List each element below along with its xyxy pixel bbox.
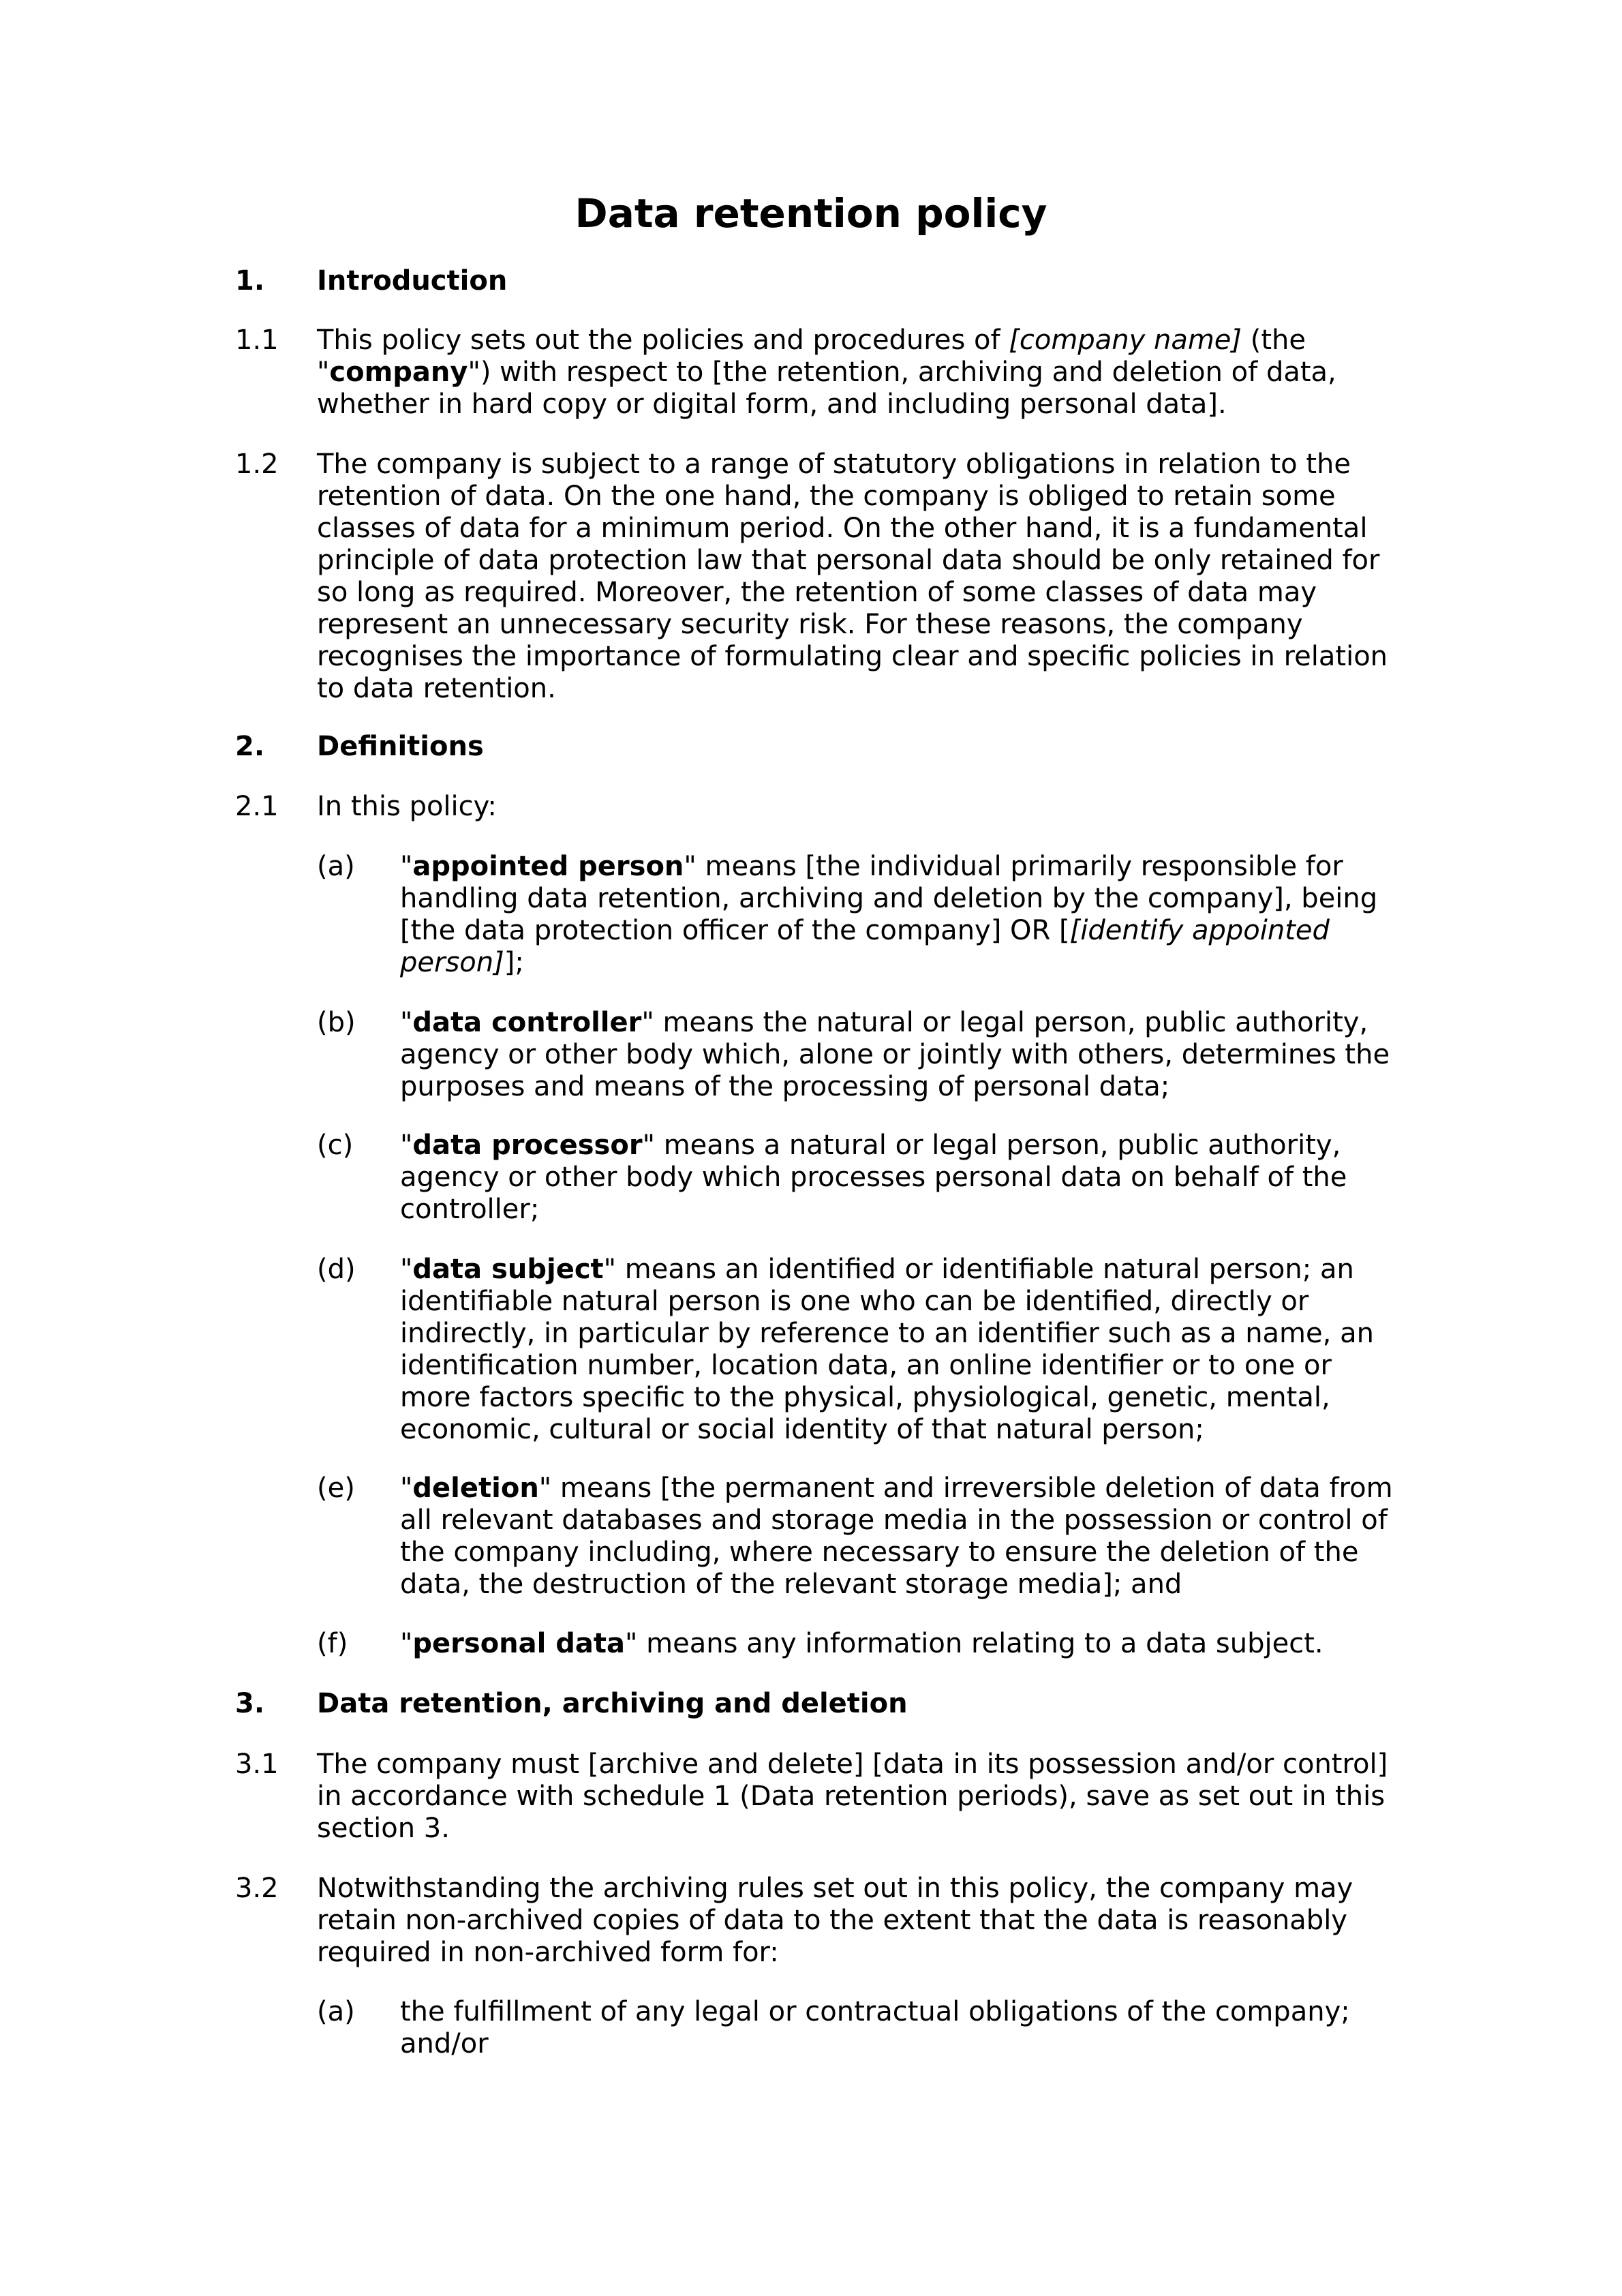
definition-label: (f) (317, 1628, 348, 1659)
section-number: 3. (235, 1688, 265, 1719)
definition-item: "data controller" means the natural or legal person, public authority, agency or other body which, alone or jointly with others, determines the purposes and means of the processing of personal data; (400, 1007, 1390, 1102)
section-number: 1. (235, 265, 265, 297)
document-title: Data retention policy (575, 190, 1047, 237)
definition-label: (c) (317, 1130, 354, 1161)
subclause-label: (a) (317, 1996, 355, 2027)
clause-number: 1.1 (235, 324, 279, 356)
definition-item: "appointed person" means [the individual primarily responsible for handling data retention, archiving and deletion by the company], being [the data protection officer of the company] OR [[identify appointed person]]; (400, 851, 1378, 978)
definition-label: (a) (317, 851, 355, 882)
clause-number: 1.2 (235, 449, 279, 480)
clause-text: In this policy: (317, 791, 497, 822)
clause-number: 3.1 (235, 1749, 279, 1780)
definition-label: (b) (317, 1007, 356, 1038)
section-heading: Introduction (317, 265, 508, 297)
clause-number: 2.1 (235, 791, 279, 822)
subclause-text: the fulfillment of any legal or contractual obligations of the company; and/or (400, 1996, 1350, 2059)
definition-item: "data processor" means a natural or legal person, public authority, agency or other body which processes personal data on behalf of the controller; (400, 1130, 1347, 1225)
clause-text: The company must [archive and delete] [data in its possession and/or control] in accordance with schedule 1 (Data retention periods), save as set out in this section 3. (317, 1749, 1388, 1844)
definition-label: (d) (317, 1254, 356, 1285)
section-heading: Data retention, archiving and deletion (317, 1688, 908, 1719)
definition-item: "deletion" means [the permanent and irreversible deletion of data from all relevant databases and storage media in the possession or control of the company including, where necessary to ensure the deletion of the data, the destruction of the relevant storage media]; and (400, 1472, 1393, 1600)
definition-label: (e) (317, 1472, 355, 1504)
definition-item: "data subject" means an identified or identifiable natural person; an identifiable natural person is one who can be identified, directly or indirectly, in particular by reference to an identifier such as a name, an identification number, location data, an online identifier or to one or more factors specific to the physical, physiological, genetic, mental, economic, cultural or social identity of that natural person; (400, 1254, 1374, 1445)
section-number: 2. (235, 731, 265, 762)
section-heading: Definitions (317, 731, 484, 762)
definition-item: "personal data" means any information relating to a data subject. (400, 1628, 1323, 1659)
clause-number: 3.2 (235, 1873, 279, 1904)
clause-text: The company is subject to a range of statutory obligations in relation to the retention of data. On the one hand, the company is obliged to retain some classes of data for a minimum period. On the other hand, it is a fundamental principle of data protection law that personal data should be only retained for so long as required. Moreover, the retention of some classes of data may represent an unnecessary security risk. For these reasons, the company recognises the importance of formulating clear and specific policies in relation to data retention. (317, 449, 1388, 704)
clause-text: This policy sets out the policies and procedures of [company name] (the "company") with respect to [the retention, archiving and deletion of data, whether in hard copy or digital form, and including personal data]. (317, 324, 1336, 420)
clause-text: Notwithstanding the archiving rules set out in this policy, the company may retain non-archived copies of data to the extent that the data is reasonably required in non-archived form for: (317, 1873, 1353, 1968)
